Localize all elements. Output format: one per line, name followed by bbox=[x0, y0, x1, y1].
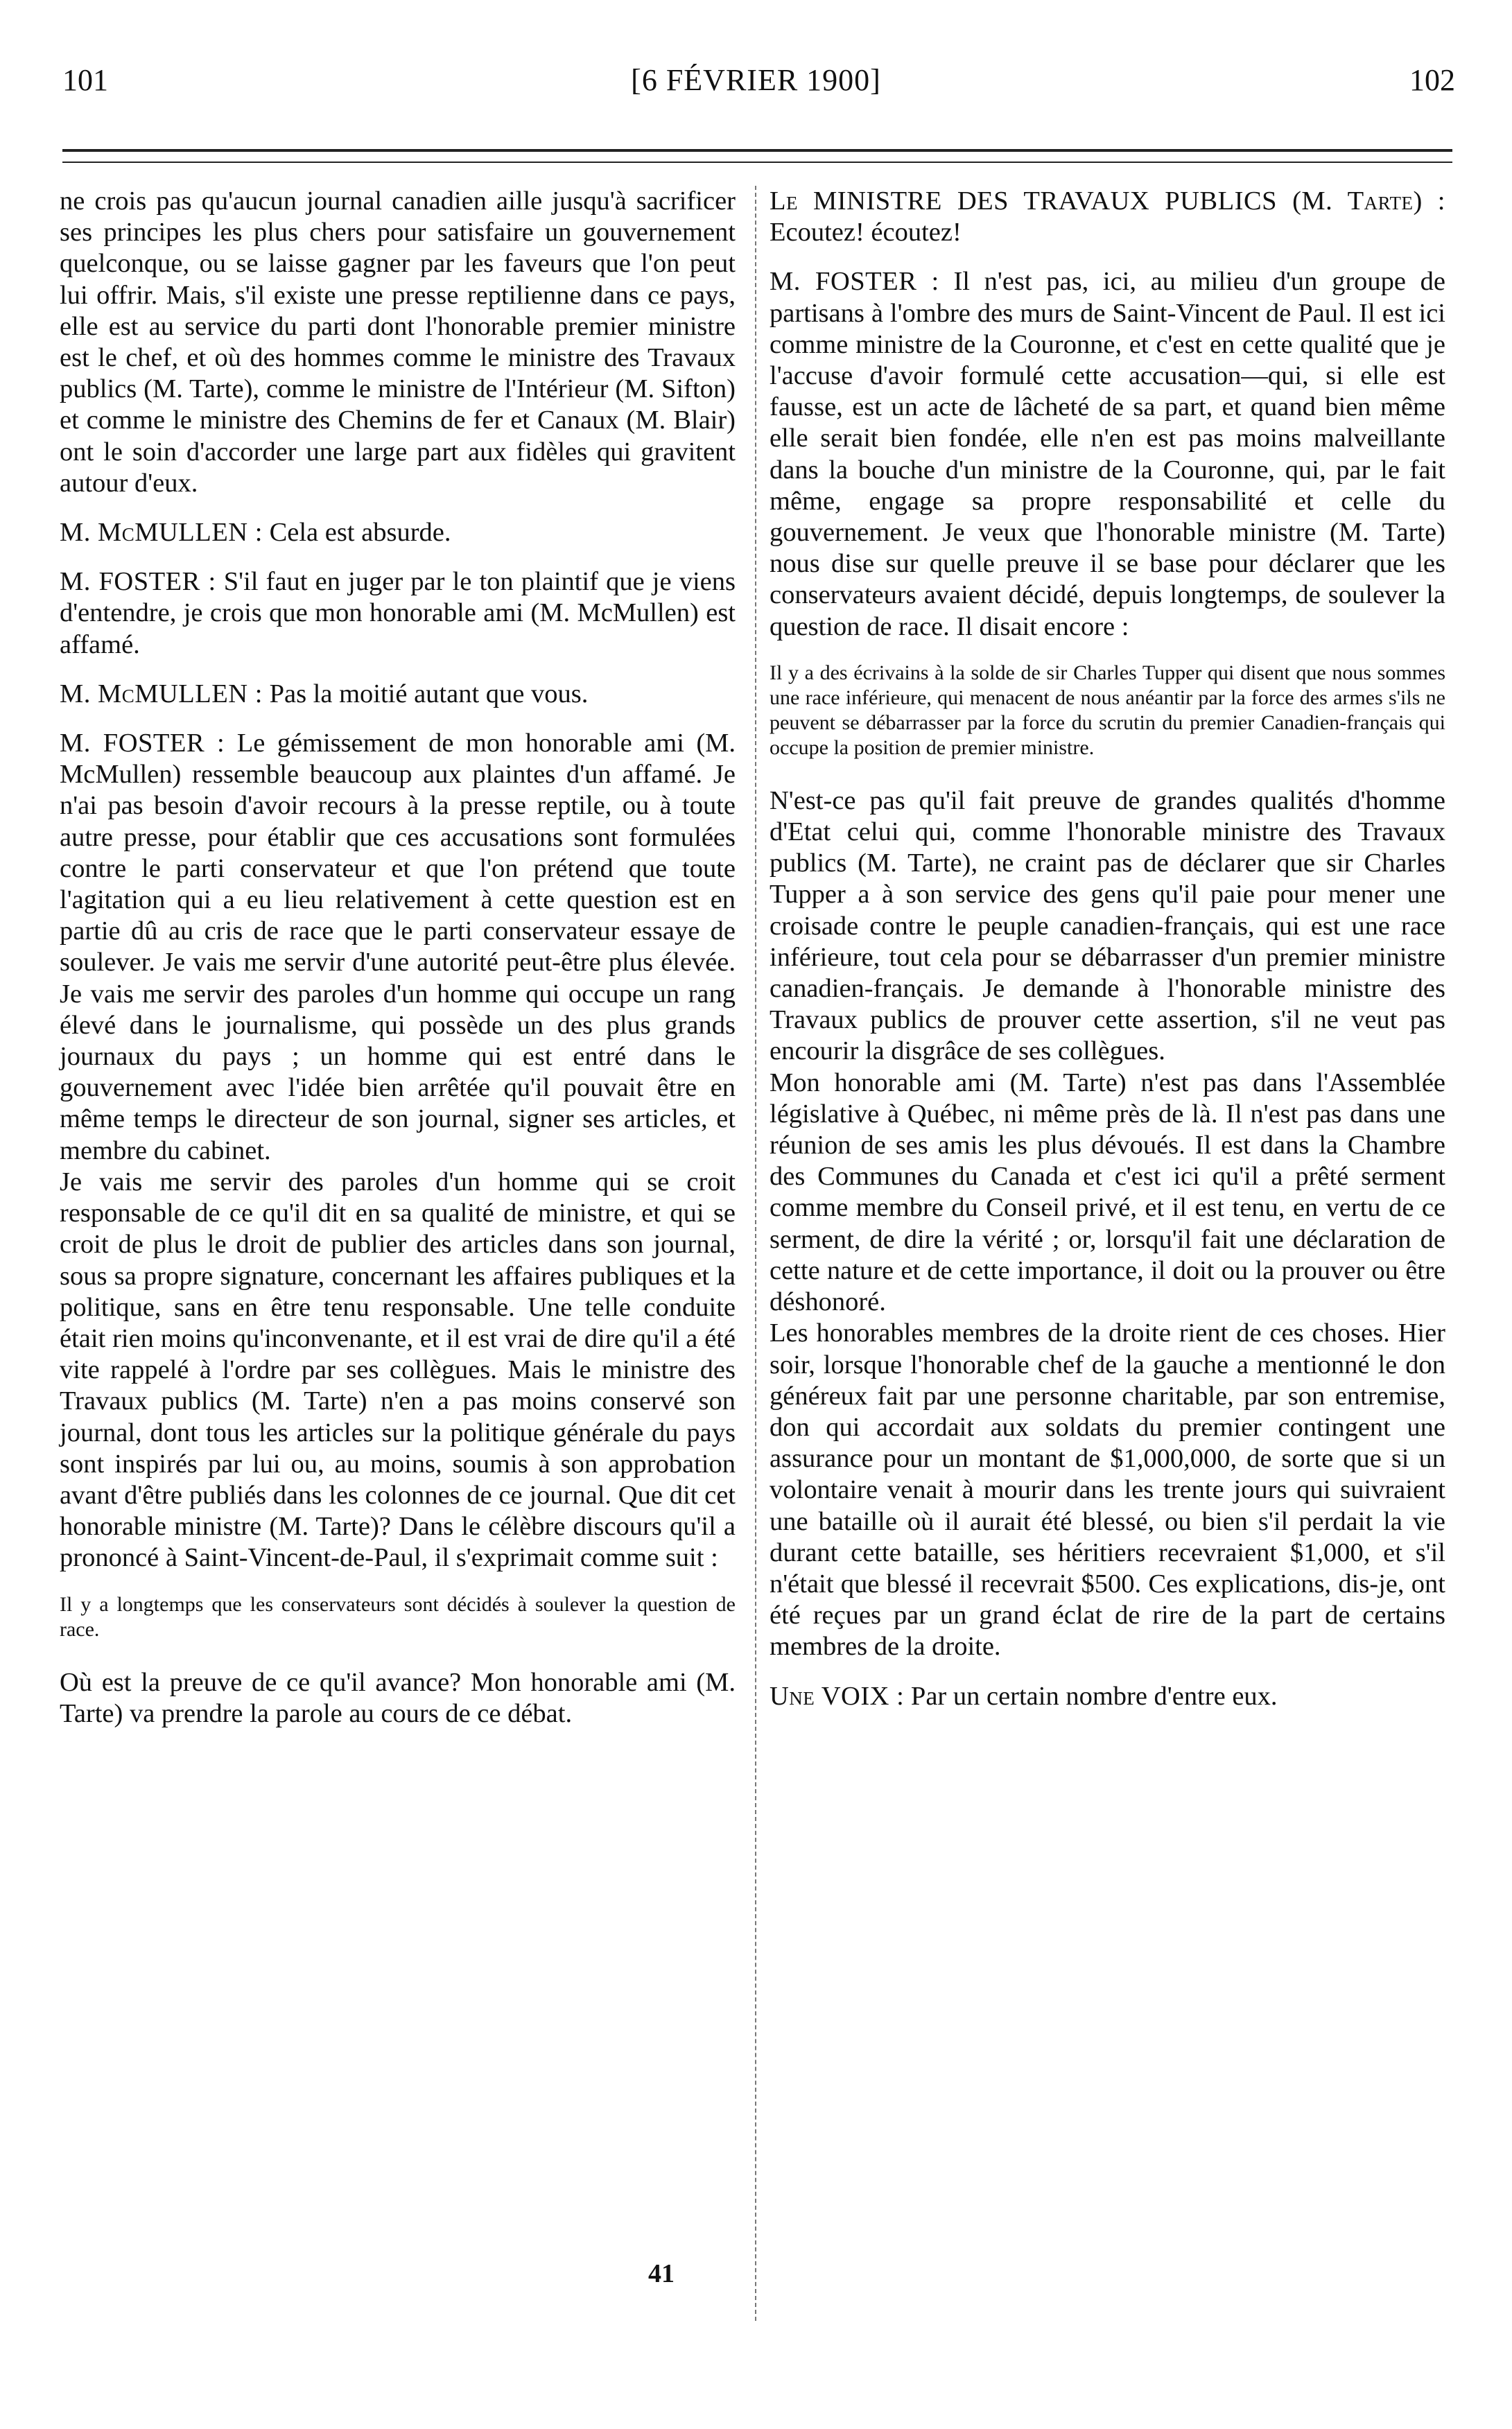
speech-text: Ecoutez! écoutez! bbox=[770, 218, 962, 247]
left-column bbox=[60, 186, 736, 1748]
block-quote: Il y a longtemps que les conservateurs sont décidés à soulever la question de race. bbox=[60, 1592, 736, 1641]
speech-text: Pas la moitié autant que vous. bbox=[269, 679, 589, 708]
paragraph: Les honorables membres de la droite rient de ces choses. Hier soir, lorsque l'honorable chef de la gauche a mentionné le don généreux fait par une personne charitable, par son entremise, don qui accordait aux soldats du premier contingent une assurance pour un montant de $1,000,000, de sorte que si un volontaire venait à mourir dans les trente jours qui suivraient une bataille où il aurait été blessé, ou bien s'il perdait la vie durant cette bataille, ses héritiers recevraient $1,000, et s'il n'était que blessé il recevrait $500. Ces explications, dis-je, ont été reçues par un grand éclat de rire de la part de certains membres de la droite. bbox=[770, 1318, 1445, 1662]
speech-paragraph bbox=[60, 566, 736, 661]
paragraph: Où est la preuve de ce qu'il avance? Mon honorable ami (M. Tarte) va prendre la parole au cours de ce débat. bbox=[60, 1667, 736, 1728]
page-number-left: 101 bbox=[62, 63, 108, 97]
speaker-name: M. FOSTER : bbox=[60, 729, 225, 758]
speaker-name: M. McMULLEN : bbox=[60, 518, 263, 548]
block-quote: Il y a des écrivains à la solde de sir Charles Tupper qui disent que nous sommes une race inférieure, qui menacent de nous anéantir par la force des armes s'ils ne peuvent se débarrasser par la force du scrutin du premier Canadien-français qui occupe la position de premier ministre. bbox=[770, 661, 1445, 759]
paragraph: Mon honorable ami (M. Tarte) n'est pas dans l'Assemblée législative à Québec, ni même près de là. Il n'est pas dans une réunion de ses amis les plus dévoués. Il est dans la Chambre des Communes du Canada et c'est ici qu'il a prêté serment comme membre du Conseil privé, et il est tenu, en vertu de ce serment, de dire la vérité ; or, lorsqu'il fait une déclaration de cette nature et de cette importance, il doit ou la prouver ou être déshonoré. bbox=[770, 1068, 1445, 1317]
speech-text: S'il faut en juger par le ton plaintif que je viens d'entendre, je crois que mon honorable ami (M. McMullen) est affamé. bbox=[60, 567, 736, 659]
speech-paragraph bbox=[770, 1681, 1445, 1712]
paragraph: N'est-ce pas qu'il fait preuve de grandes qualités d'homme d'Etat celui qui, comme l'honorable ministre des Travaux publics (M. Tarte), ne craint pas de déclarer que sir Charles Tupper a à son service des gens qu'il paie pour mener une croisade contre le peuple canadien-français, qui est une race inférieure, tout cela pour se débarrasser d'un premier ministre canadien-français. Je demande à l'honorable ministre des Travaux publics de prouver cette assertion, s'il ne veut pas encourir la disgrâce de ses collègues. bbox=[770, 785, 1445, 1066]
session-date: [6 FÉVRIER 1900] bbox=[631, 63, 881, 97]
speech-paragraph bbox=[60, 679, 736, 710]
page-header bbox=[0, 62, 1512, 118]
speech-paragraph bbox=[60, 728, 736, 1167]
speech-paragraph bbox=[770, 266, 1445, 642]
speech-text: Par un certain nombre d'entre eux. bbox=[910, 1681, 1278, 1711]
speech-paragraph bbox=[60, 517, 736, 548]
paragraph: Je vais me servir des paroles d'un homme qui se croit responsable de ce qu'il dit en sa qualité de ministre, et qui se croit de plus le droit de publier des articles dans son journal, sous sa propre signature, concernant les affaires publiques et la politique, sans en être tenu responsable. Une telle conduite était rien moins qu'inconvenante, et il est vrai de dire qu'il a été vite rappelé à l'ordre par ses collègues. Mais le ministre des Travaux publics (M. Tarte) n'en a pas moins conservé son journal, dont tous les articles sur la politique générale du pays sont inspirés par lui ou, au moins, soumis à son approbation avant d'être publiés dans les colonnes de ce journal. Que dit cet honorable ministre (M. Tarte)? Dans le célèbre discours qu'il a prononcé à Saint-Vincent-de-Paul, il s'exprimait comme suit : bbox=[60, 1167, 736, 1573]
speech-text: Le gémissement de mon honorable ami (M. McMullen) ressemble beaucoup aux plaintes d'un affamé. Je n'ai pas besoin d'avoir recours à la presse reptile, ou à toute autre presse, pour établir que ces accusations sont formulées contre le parti conservateur et que l'on prétend que toute l'agitation qui a eu lieu relativement à cette question est en partie dû au cris de race que le parti conservateur essaye de soulever. Je vais me servir d'une autorité peut-être plus élevée. Je vais me servir des paroles d'un homme qui occupe un rang élevé dans le journalisme, qui possède un des plus grands journaux du pays ; un homme qui est entré dans le gouvernement avec l'idée bien arrêtée qu'il pouvait être en même temps le directeur de son journal, signer ses articles, et membre du cabinet. bbox=[60, 729, 736, 1165]
page-number-right: 102 bbox=[1409, 63, 1455, 97]
right-column bbox=[770, 186, 1445, 1730]
speaker-name: Le MINISTRE DES TRAVAUX PUBLICS (M. Tarte) : bbox=[770, 186, 1445, 216]
column-divider bbox=[755, 186, 756, 2321]
header-rule bbox=[62, 149, 1452, 152]
speaker-name: M. McMULLEN : bbox=[60, 679, 263, 708]
speaker-name: Une VOIX : bbox=[770, 1681, 905, 1711]
speech-paragraph bbox=[770, 186, 1445, 248]
speaker-name: M. FOSTER : bbox=[60, 567, 216, 597]
speaker-name: M. FOSTER : bbox=[770, 267, 939, 297]
signature-folio: 41 bbox=[648, 2259, 675, 2288]
header-rule-thin bbox=[62, 162, 1452, 163]
speech-text: Il n'est pas, ici, au milieu d'un groupe de partisans à l'ombre des murs de Saint-Vincent de Paul. Il est ici comme ministre de la Couronne, et c'est en cette qualité que je l'accuse d'avoir formulé cette accusation—qui, si elle est fausse, est un acte de lâcheté de sa part, et quand bien même elle serait bien fondée, elle n'en est pas moins malveillante dans la bouche d'un ministre de la Couronne, qui, par le fait même, engage sa propre responsabilité et celle du gouvernement. Je veux que l'honorable ministre (M. Tarte) nous dise sur quelle preuve il se base pour déclarer que les conservateurs avaient décidé, depuis longtemps, de soulever la question de race. Il disait encore : bbox=[770, 267, 1446, 641]
paragraph: ne crois pas qu'aucun journal canadien aille jusqu'à sacrificer ses principes les plus chers pour satisfaire un gouvernement quelconque, ou se laisse gagner par les faveurs que l'on peut lui offrir. Mais, s'il existe une presse reptilienne dans ce pays, elle est au service du parti dont l'honorable premier ministre est le chef, et où des hommes comme le ministre des Travaux publics (M. Tarte), comme le ministre de l'Intérieur (M. Sifton) et comme le ministre des Chemins de fer et Canaux (M. Blair) ont le soin d'accorder une large part aux fidèles qui gravitent autour d'eux. bbox=[60, 186, 736, 498]
speech-text: Cela est absurde. bbox=[269, 518, 451, 548]
